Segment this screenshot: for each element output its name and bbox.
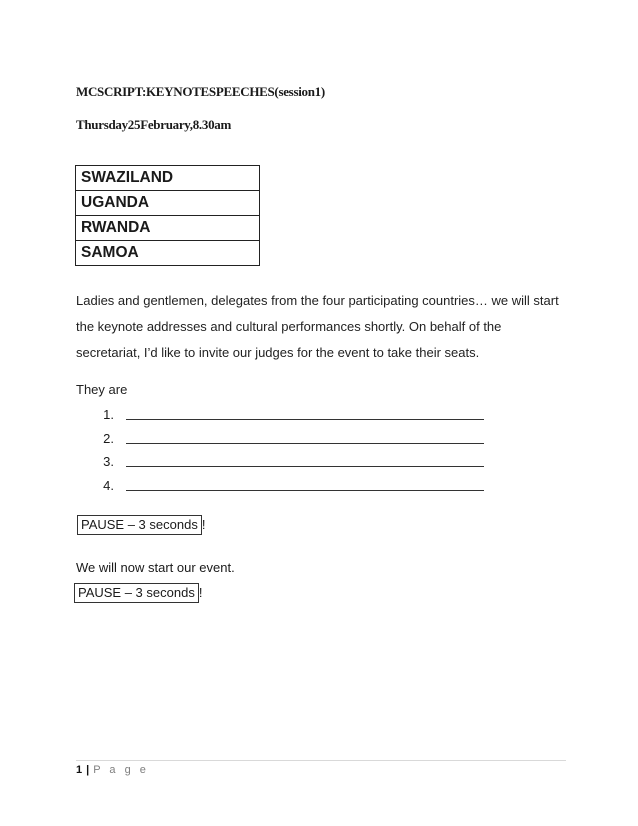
they-are-label: They are (76, 382, 128, 397)
judge-item (76, 427, 484, 451)
judge-name-blank (126, 403, 484, 420)
country-row (76, 216, 260, 241)
judge-number: 3. (103, 454, 114, 469)
country-cell: UGANDA (76, 191, 260, 216)
country-cell: RWANDA (76, 216, 260, 241)
pause-cue-2 (74, 583, 202, 603)
judge-item (76, 474, 484, 498)
intro-paragraph: Ladies and gentlemen, delegates from the four participating countries… we will start the keynote addresses and cultural performances shortly. On behalf of the secretariat, I’d like to invite our judges for the event to take their seats. (76, 293, 559, 360)
country-cell: SWAZILAND (76, 166, 260, 191)
page-footer (76, 764, 149, 776)
pause-suffix: ! (201, 517, 206, 532)
footer-separator: | (86, 764, 90, 776)
page-label: P a g e (93, 764, 149, 776)
judge-number: 2. (103, 430, 114, 446)
judge-item (76, 450, 484, 474)
pause-cue-1 (77, 515, 205, 535)
country-row (76, 241, 260, 266)
judge-name-blank (126, 474, 484, 491)
judge-name-blank (126, 450, 484, 467)
session-date: Thursday25February,8.30am (76, 117, 232, 132)
country-table (75, 165, 260, 266)
judge-item (76, 403, 484, 427)
judge-number: 4. (103, 477, 114, 493)
pause-box: PAUSE – 3 seconds (74, 583, 199, 603)
judge-list (76, 403, 484, 497)
pause-suffix: ! (198, 585, 203, 600)
footer-divider (76, 760, 566, 761)
script-title: MCSCRIPT:KEYNOTESPEECHES(session1) (76, 84, 325, 99)
country-row (76, 166, 260, 191)
page-number: 1 (76, 764, 83, 776)
judge-name-blank (126, 427, 484, 444)
judge-number: 1. (103, 407, 114, 422)
event-start-line: We will now start our event. (76, 560, 235, 575)
country-cell: SAMOA (76, 241, 260, 266)
pause-box: PAUSE – 3 seconds (77, 515, 202, 535)
country-row (76, 191, 260, 216)
